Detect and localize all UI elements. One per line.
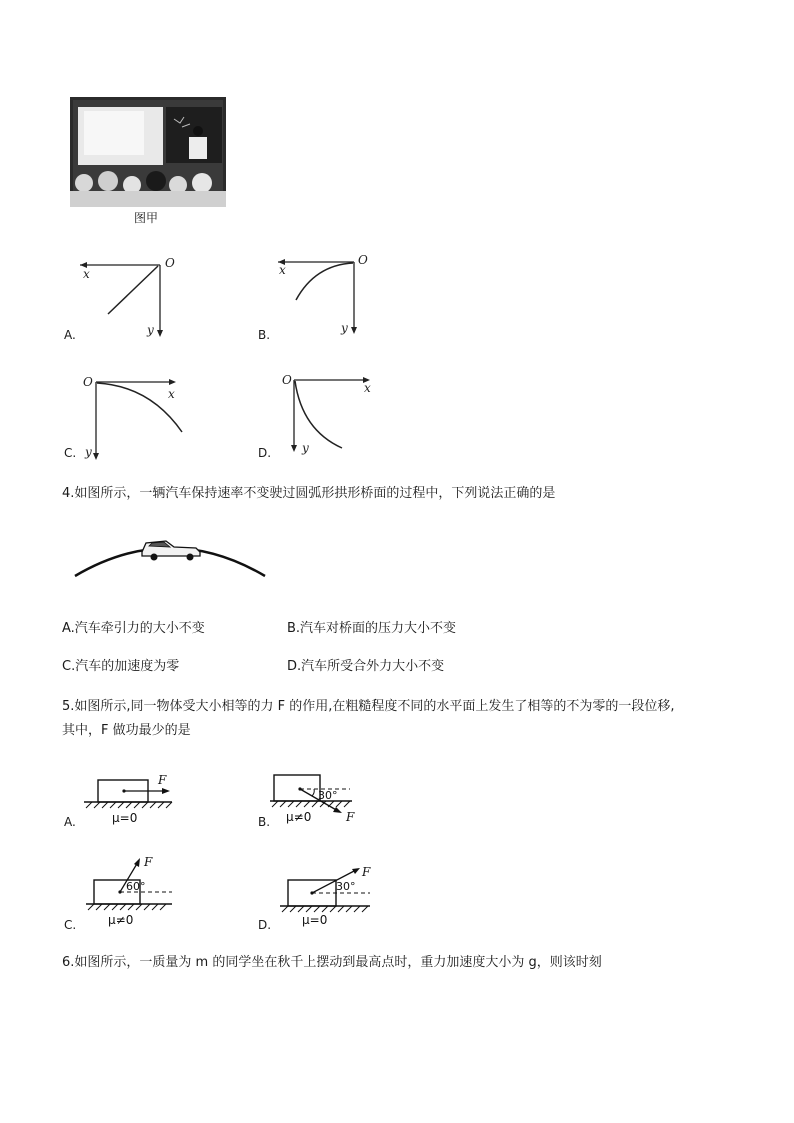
q4-option-d[interactable]: D.汽车所受合外力大小不变 [287,659,445,674]
q5-b-mu-label: μ≠0 [286,810,312,824]
q5-figure-d [278,862,388,930]
q5-stem-line1: 5.如图所示,同一物体受大小相等的力 F 的作用,在粗糙程度不同的水平面上发生了相等的不为零的一段位移, [62,699,675,714]
photo-caption: 图甲 [134,211,159,225]
q6-stem: 6.如图所示，一质量为 m 的同学坐在秋千上摆动到最高点时，重力加速度大小为 g，则该时刻 [62,955,602,970]
q3-option-d-graph [280,370,390,462]
q3-a-y-label: y [147,323,154,337]
q3-option-a-label[interactable]: A. [64,328,76,342]
q3-option-b-graph [270,250,380,342]
car-icon [142,541,200,561]
q5-option-c-label[interactable]: C. [64,918,77,932]
q5-figure-c [84,852,184,930]
q5-figure-b [270,765,380,830]
q4-stem: 4.如图所示，一辆汽车保持速率不变驶过圆弧形拱形桥面的过程中，下列说法正确的是 [62,486,556,501]
q3-c-origin: O [83,375,93,389]
q5-figure-a [84,770,184,830]
q5-c-angle-label: 60° [126,880,146,893]
q3-option-b-label[interactable]: B. [258,328,271,342]
q3-option-c-graph [80,372,190,462]
q3-b-origin: O [358,253,368,267]
q5-a-mu-label: μ=0 [112,811,138,825]
q4-option-b[interactable]: B.汽车对桥面的压力大小不变 [287,621,457,636]
q5-d-angle-label: 30° [336,880,356,893]
q5-b-force-label: F [346,810,355,824]
q3-d-x-label: x [364,381,371,395]
q4-option-c[interactable]: C.汽车的加速度为零 [62,659,180,674]
q3-d-origin: O [282,373,292,387]
q3-a-origin: O [165,256,175,270]
q5-stem-line2: 其中，F 做功最少的是 [62,723,191,738]
q5-option-a-label[interactable]: A. [64,815,76,829]
arch-bridge-figure [70,528,270,582]
q3-option-a-graph [70,250,180,342]
q5-c-force-label: F [144,855,153,869]
q5-a-force-label: F [158,773,167,787]
q5-option-b-label[interactable]: B. [258,815,271,829]
q5-option-d-label[interactable]: D. [258,918,272,932]
q3-b-x-label: x [279,263,286,277]
q3-c-x-label: x [168,387,175,401]
q3-b-y-label: y [341,321,348,335]
q3-d-y-label: y [302,441,309,455]
q3-c-y-label: y [85,445,92,459]
classroom-photo [70,97,226,207]
q4-option-a[interactable]: A.汽车牵引力的大小不变 [62,621,205,636]
q3-a-x-label: x [83,267,90,281]
q5-d-mu-label: μ=0 [302,913,328,927]
classroom-photo-image [70,97,226,207]
q3-option-d-label[interactable]: D. [258,446,272,460]
q5-b-angle-label: 30° [318,789,338,802]
q5-c-mu-label: μ≠0 [108,913,134,927]
q5-d-force-label: F [362,865,371,879]
q3-option-c-label[interactable]: C. [64,446,77,460]
